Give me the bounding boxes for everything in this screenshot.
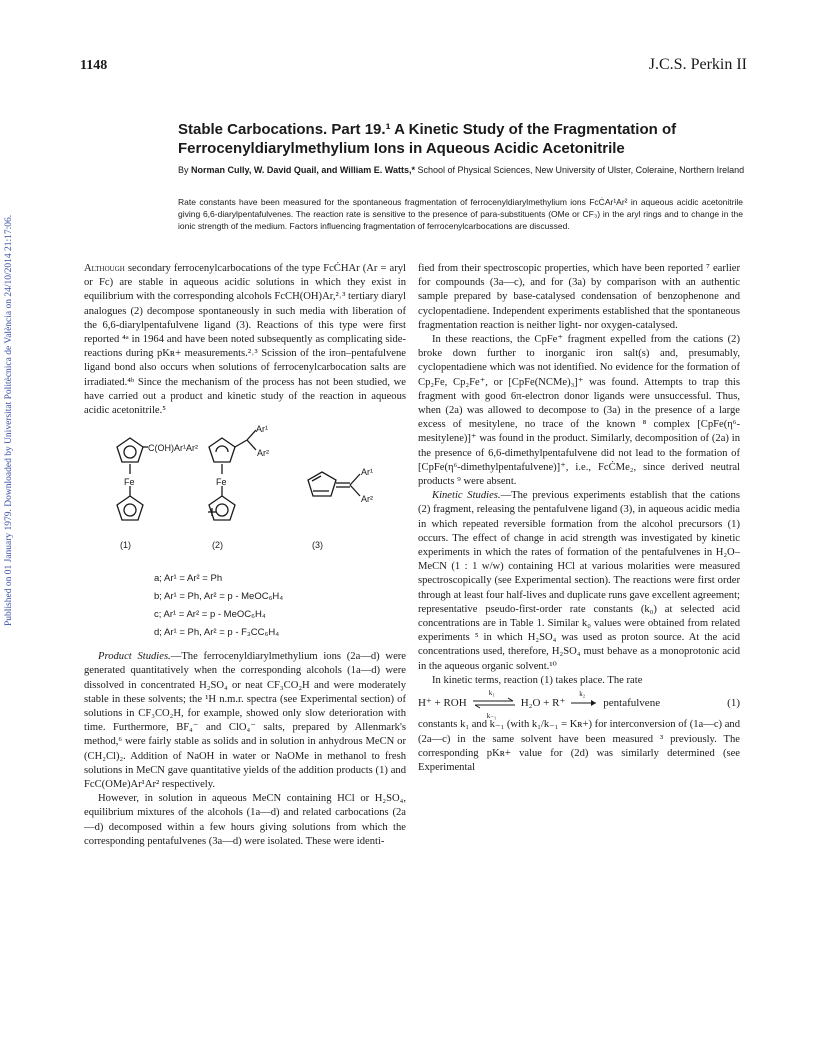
structure-2-ar1: Ar¹ <box>256 424 268 435</box>
kinetic-studies-text: —The previous experiments establish that the cations (2) fragment, releasing the pentafulvene ligand (3), in aqueous acidic media in which repeated reversible formation from the alcohol precursors (1) occurs. The effect of change in acid strength was investigated by kinetic experiments in which the rates of formation of the pentafulvenes in H₂O–MeCN (1 : 1 w/w) containing HCl at various molarities were measured spectroscopically (see Experimental section). The reactions were first order through at least four half-lives and duplicate runs gave excellent agreement; representative pseudo-first-order rate constants (k₀) at selected acid concentrations are in Table 1. Similar k₀ values were obtained from related experiments ⁵ in which H₂SO₄ was used as proton source. At the acid concentrations used, therefore, H₂SO₄ must behave as a monoprotonic acid in the aqueous organic solvent.¹⁰ <box>418 490 741 672</box>
product-studies-text: —The ferrocenyldiarylmethylium ions (2a—d) were generated quantitatively when the corresponding alcohols (1a—d) were dissolved in concentrated H₂SO₄ or neat CF₃CO₂H and were moderately stable in these solvents; the ¹H n.m.r. spectra (see Experimental section) of solutions in CF₃CO₂H, for example, showed only slow deterioration with time. Furthermore, BF₄⁻ and ClO₄⁻ salts, prepared by Allenmark's method,⁶ were fairly stable as solids and in solution in anhydrous MeCN or (CH₂Cl)₂. Addition of NaOH in water or NaOMe in methanol to fresh solutions in MeCN gave quantitative yields of the addition products (1) and FcC(OMe)Ar¹Ar² respectively. <box>84 651 406 791</box>
structure-label-1: (1) <box>120 540 131 551</box>
equation-number: (1) <box>727 697 740 710</box>
structure-figure <box>84 422 406 752</box>
structure-2-fe: Fe <box>216 477 227 488</box>
kinetic-terms-paragraph: In kinetic terms, reaction (1) takes place. The rate <box>432 674 643 686</box>
left-column <box>84 262 406 849</box>
substituent-a: a; Ar¹ = Ar² = Ph <box>154 573 223 585</box>
product-studies-heading: Product Studies. <box>98 651 171 663</box>
rate-constant-k2: k₂ <box>579 690 586 699</box>
cp-ring-1-bottom-ring <box>124 504 136 516</box>
bond-2-ar1 <box>247 430 256 440</box>
reactions-paragraph: In these reactions, the CpFe⁺ fragment expelled from the cations (2) broke down further to inorganic iron salt(s) and, presumably, cyclopentadiene which was not identified. No evidence for the formation of Cp₂Fe, Cp₂Fe⁺, or [CpFe(NCMe)₃]⁺ was found. Attempts to trap this fragment with good 6π-electron donor ligands were unsuccessful. Thus, when (2a) was allowed to decompose to (3a) in the presence of a large excess of mesitylene, no trace of the known ⁸ complex [CpFe(η⁶-mesitylene)]⁺ was found in the product. Similarly, decomposition of (2a) in the presence of 6,6-dimethylpentafulvene did not lead to the formation of [CpFe(η⁶-dimethylpentafulvene)]⁺, i.e., FcĊMe₂, since derived neutral products ⁹ were absent. <box>418 334 740 488</box>
cp-ring-2-top <box>209 438 235 462</box>
structure-label-2: (2) <box>212 540 223 551</box>
bond-3-ar2 <box>350 485 360 496</box>
cp-ring-3 <box>308 472 336 496</box>
however-paragraph: However, in solution in aqueous MeCN containing HCl or H₂SO₄, equilibrium mixtures of the alcohols (1a—d) and related carbocations (2a—d) decomposed within a few hours giving solutions from which the corresponding pentafulvenes (3a—d) were isolated. These were identi- <box>84 793 406 847</box>
substituent-list <box>154 570 283 642</box>
structure-1-substituent: C(OH)Ar¹Ar² <box>148 443 198 454</box>
bond-2-exocyclic <box>235 440 247 447</box>
substituent-d: d; Ar¹ = Ph, Ar² = p - F₃CC₆H₄ <box>154 627 280 639</box>
rate-constant-k1: k₁ <box>488 689 495 698</box>
substituent-c: c; Ar¹ = Ar² = p - MeOC₆H₄ <box>154 609 266 621</box>
authors-prefix: By <box>178 165 192 175</box>
rate-constant-k-1: k₋₁ <box>486 712 497 721</box>
cp-ring-1-top-ring <box>124 446 136 458</box>
intro-lead-word: Although <box>84 263 125 274</box>
page-number: 1148 <box>80 58 108 73</box>
structure-1-fe: Fe <box>124 477 135 488</box>
equation-left: H⁺ + ROH <box>418 697 467 710</box>
substituent-b: b; Ar¹ = Ph, Ar² = p - MeOC₆H₄ <box>154 591 284 603</box>
bond-3-ar1 <box>350 474 360 485</box>
structure-3-ar1: Ar¹ <box>361 467 373 478</box>
author-affiliation: School of Physical Sciences, New University of Ulster, Coleraine, Northern Ireland <box>414 165 745 175</box>
structure-2-ar2: Ar² <box>257 448 269 459</box>
download-note[interactable]: Published on 01 January 1979. Downloaded by Universitat Politècnica de València on 24/10/2014 21:17:06. <box>4 214 14 626</box>
cp-ring-2-top-arc <box>216 446 228 452</box>
reaction-equation <box>418 689 740 721</box>
intro-text: secondary ferrocenylcarbocations of the type FcĊHAr (Ar = aryl or Fc) are stable in aqueous acidic solutions in which they exist in equilibrium with the corresponding alcohols FcCH(OH)Ar,²˒³ tertiary diaryl analogues (2) decompose spontaneously in such media with liberation of the 6,6-diarylpentafulvene ligand (3). Reactions of this type were first reported ⁴ᵃ in 1964 and have been noted subsequently as complicating side-reactions during pKʀ+ measurements.²˒³ Scission of the iron–pentafulvene ligand bond also occurs when solutions of ferrocenylcarbocation salts are irradiated.⁴ᵇ Since the mechanism of the process has not been studied, we have carried out a product and kinetic study of the reaction in aqueous acidic acetonitrile.⁵ <box>84 263 406 417</box>
article-title: Stable Carbocations. Part 19.¹ A Kinetic Study of the Fragmentation of Ferrocenyldiarylmethylium Ions in Aqueous Acidic Acetonitrile <box>178 121 677 157</box>
author-line <box>178 164 748 176</box>
cp-ring-2-bottom-ring <box>216 504 228 516</box>
kinetic-studies-heading: Kinetic Studies. <box>432 490 501 502</box>
journal-name: J.C.S. Perkin II <box>648 56 747 73</box>
abstract: Rate constants have been measured for the spontaneous fragmentation of ferrocenyldiarylmethylium ions FcĊAr¹Ar² in aqueous acidic acetonitrile giving 6,6-diarylpentafulvenes. The reaction rate is sensitive to the presence of para-substituents (OMe or CF₃) in the aryl rings and to change in the ionic strength of the medium. Factors influencing fragmentation of ferrocenylcarbocations are discussed. <box>178 197 743 231</box>
forward-arrow <box>569 690 599 710</box>
author-names: Norman Cully, W. David Quail, and William E. Watts,* <box>191 165 415 175</box>
equation-right: pentafulvene <box>603 697 661 710</box>
right-column <box>418 262 740 775</box>
structure-3-ar2: Ar² <box>361 494 373 505</box>
structure-label-3: (3) <box>312 540 323 551</box>
intro-paragraph <box>84 262 406 418</box>
equation-middle: H₂O + R⁺ <box>520 697 566 710</box>
equilibrium-arrow <box>471 689 517 721</box>
continuation-paragraph: fied from their spectroscopic properties, which have been reported ⁷ earlier for compounds (3a—c), and for (3a) by comparison with an authentic sample prepared by base-catalysed condensation of benzophenone and cyclopentadiene. Independent experiments established that the spontaneous fragmentation reaction is neither light- nor oxygen-catalysed. <box>418 263 740 331</box>
rate-constants-paragraph: constants k₁ and k₋₁ (with k₁/k₋₁ = Kʀ+) for interconversion of (1a—c) and (2a—c) in the same solvent have been measured ³ previously. The corresponding pKʀ+ value for (2d) was similarly determined (see Experimental <box>418 719 740 773</box>
bond-2-ar2 <box>247 440 256 450</box>
kinetic-studies-paragraph <box>418 489 740 674</box>
